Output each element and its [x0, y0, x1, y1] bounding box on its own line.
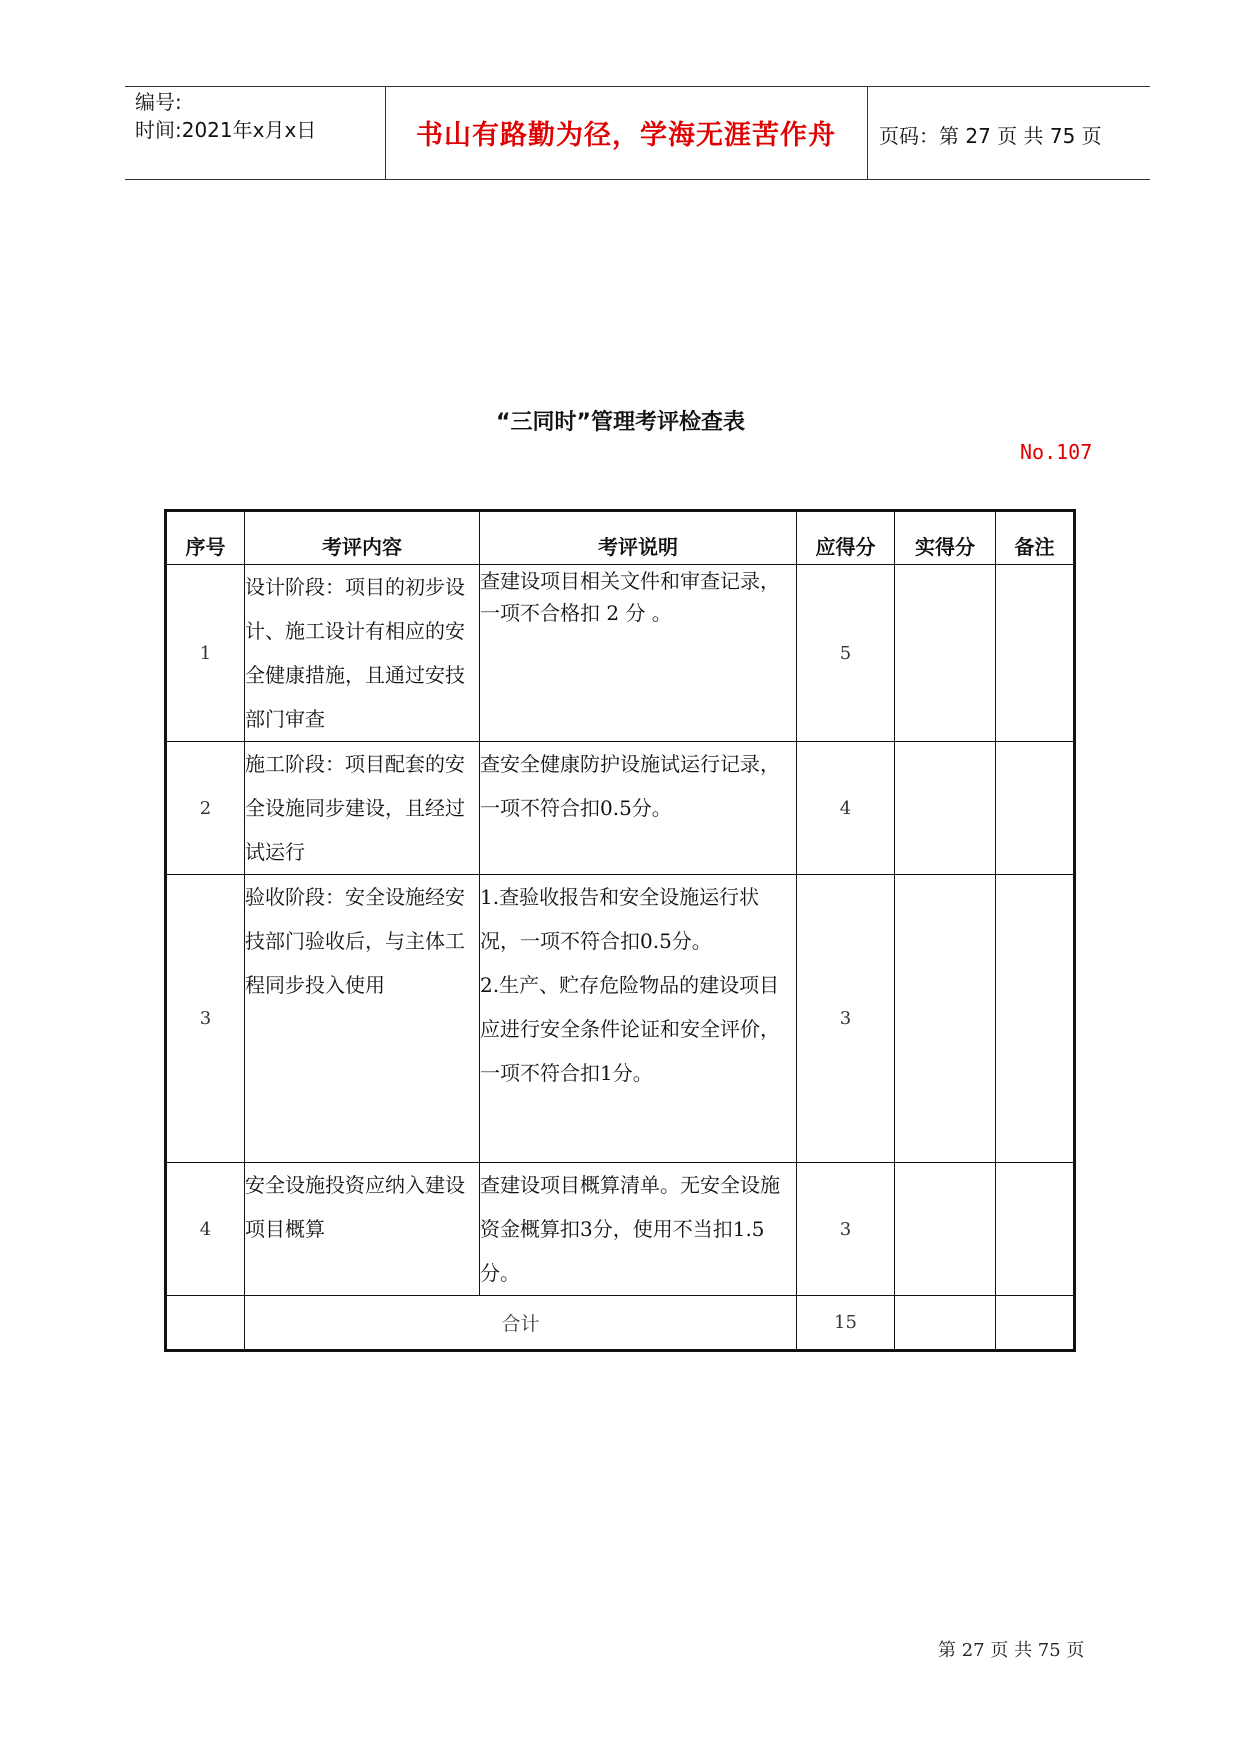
- row-description: [480, 1163, 797, 1296]
- row-max-score: 5: [797, 565, 895, 742]
- description-line: 资金概算扣3分，使用不当扣1.5: [480, 1217, 765, 1241]
- row-remarks[interactable]: [996, 875, 1075, 1163]
- header-motto: 书山有路勤为径，学海无涯苦作舟: [416, 120, 836, 151]
- table-row: [166, 1163, 1075, 1296]
- row-content: 安全设施投资应纳入建设项目概算: [245, 1163, 480, 1296]
- header-bottom-rule: [125, 179, 1150, 180]
- row-max-score: 3: [797, 1163, 895, 1296]
- header-seq: 序号: [166, 511, 245, 565]
- row-description: [480, 875, 797, 1163]
- row-seq: 2: [166, 742, 245, 875]
- row-actual-score[interactable]: [895, 742, 996, 875]
- header-time-label: 时间:2021年x月x日: [135, 118, 317, 142]
- description-line: 分。: [480, 1261, 520, 1285]
- total-remarks[interactable]: [996, 1296, 1075, 1351]
- document-title: “三同时”管理考评检查表: [496, 410, 745, 435]
- header-number-label: 编号:: [135, 90, 182, 114]
- description-line: 查安全健康防护设施试运行记录，: [480, 752, 780, 776]
- row-content: 施工阶段：项目配套的安全设施同步建设，且经过试运行: [245, 742, 480, 875]
- table-row: [166, 742, 1075, 875]
- description-line: 1.查验收报告和安全设施运行状: [480, 885, 760, 909]
- description-line: 一项不符合扣0.5分。: [480, 796, 672, 820]
- header-description: 考评说明: [480, 511, 797, 565]
- row-actual-score[interactable]: [895, 875, 996, 1163]
- row-remarks[interactable]: [996, 565, 1075, 742]
- table-row: [166, 565, 1075, 742]
- total-label: 合计: [245, 1296, 797, 1351]
- row-actual-score[interactable]: [895, 565, 996, 742]
- row-remarks[interactable]: [996, 742, 1075, 875]
- description-line: 查建设项目概算清单。无安全设施: [480, 1173, 780, 1197]
- row-content: 设计阶段：项目的初步设计、施工设计有相应的安全健康措施，且通过安技部门审查: [245, 565, 480, 742]
- row-seq: 1: [166, 565, 245, 742]
- total-actual-score[interactable]: [895, 1296, 996, 1351]
- description-line: 2.生产、贮存危险物品的建设项目: [480, 973, 780, 997]
- row-max-score: 3: [797, 875, 895, 1163]
- document-number: No.107: [1020, 440, 1093, 464]
- description-line: 查建设项目相关文件和审查记录，: [480, 569, 780, 593]
- row-max-score: 4: [797, 742, 895, 875]
- header-actual-score: 实得分: [895, 511, 996, 565]
- header-top-rule: [125, 86, 1150, 87]
- total-row: [166, 1296, 1075, 1351]
- description-line: 应进行安全条件论证和安全评价，: [480, 1017, 780, 1041]
- description-line: 一项不符合扣1分。: [480, 1061, 653, 1085]
- row-seq: 3: [166, 875, 245, 1163]
- description-line: 况，一项不符合扣0.5分。: [480, 929, 712, 953]
- row-description: [480, 565, 797, 742]
- evaluation-table: [164, 509, 1076, 1352]
- header-meta: [135, 88, 316, 144]
- row-seq: 4: [166, 1163, 245, 1296]
- row-content: 验收阶段：安全设施经安技部门验收后，与主体工程同步投入使用: [245, 875, 480, 1163]
- header-divider-right: [867, 86, 868, 179]
- total-seq-cell: [166, 1296, 245, 1351]
- header-content: 考评内容: [245, 511, 480, 565]
- description-line: 一项不合格扣 2 分 。: [480, 601, 672, 625]
- row-description: [480, 742, 797, 875]
- header-remarks: 备注: [996, 511, 1075, 565]
- row-remarks[interactable]: [996, 1163, 1075, 1296]
- header-max-score: 应得分: [797, 511, 895, 565]
- page-footer: 第 27 页 共 75 页: [938, 1640, 1085, 1661]
- table-row: [166, 875, 1075, 1163]
- header-page-info: 页码：第 27 页 共 75 页: [879, 124, 1102, 148]
- total-max-score: 15: [797, 1296, 895, 1351]
- row-actual-score[interactable]: [895, 1163, 996, 1296]
- table-header-row: [166, 511, 1075, 565]
